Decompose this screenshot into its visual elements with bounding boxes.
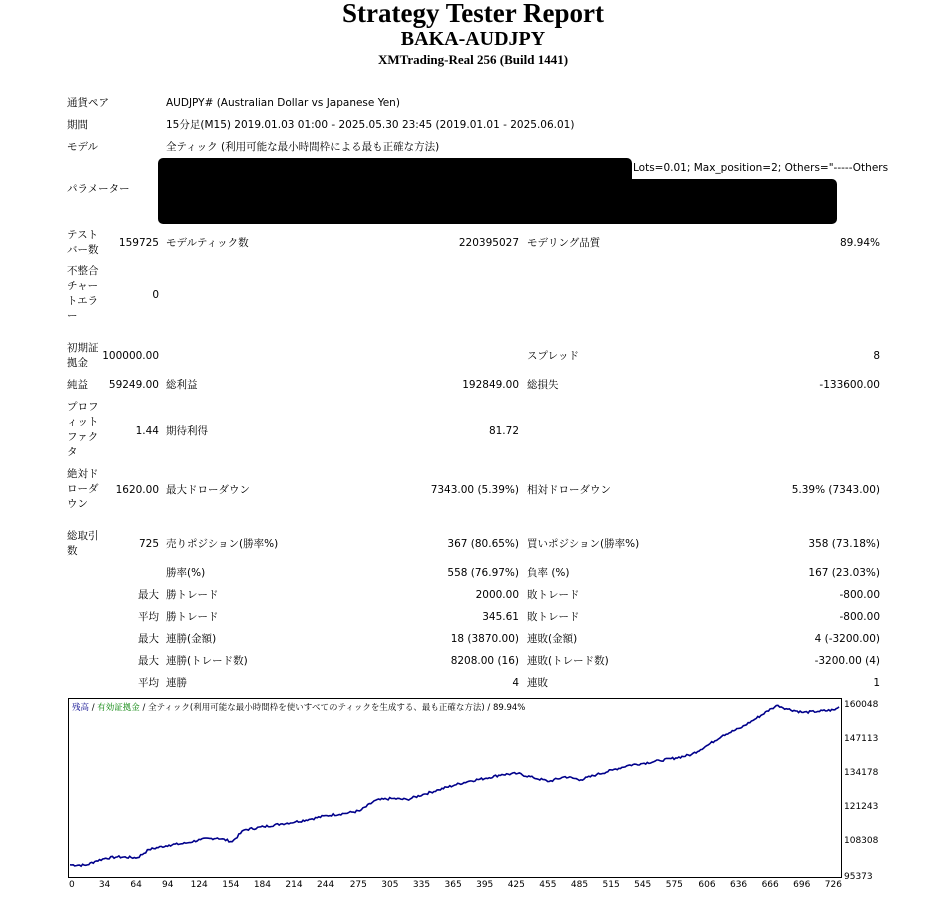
max-drawdown-label: 最大ドローダウン <box>166 484 250 496</box>
symbol-value: AUDJPY# (Australian Dollar vs Japanese Yen) <box>166 97 400 109</box>
legend-separator: / <box>139 703 149 713</box>
parameters-visible: Lots=0.01; Max_position=2; Others="-----Others <box>633 162 889 174</box>
x-tick-label: 726 <box>824 880 842 890</box>
avg-consec-losses-value: 1 <box>873 677 880 689</box>
ea-name: BAKA-AUDJPY <box>400 28 546 50</box>
abs-drawdown-value: 1620.00 <box>115 484 159 496</box>
loss-rate-label: 負率 (%) <box>527 567 570 579</box>
y-tick-label: 121243 <box>844 801 879 812</box>
short-positions-label: 売りポジション(勝率%) <box>166 538 279 550</box>
deposit-value: 100000.00 <box>102 350 159 362</box>
largest-win-value: 2000.00 <box>475 589 519 601</box>
short-positions-value: 367 (80.65%) <box>447 538 519 550</box>
x-tick-label: 606 <box>698 880 716 890</box>
avg-consec-losses-label: 連敗 <box>527 677 548 689</box>
long-positions-value: 358 (73.18%) <box>808 538 880 550</box>
x-tick-label: 214 <box>285 880 303 890</box>
avg-consec-label: 平均 <box>138 677 159 689</box>
max-consec-profit-value: 8208.00 (16) <box>450 655 519 667</box>
abs-drawdown-label: 絶対ドローダウン <box>67 468 99 510</box>
model-value: 全ティック (利用可能な最小時間枠による最も正確な方法) <box>166 141 440 153</box>
balance-chart <box>68 698 842 878</box>
x-tick-label: 184 <box>253 880 272 890</box>
profit-factor-label: プロフィットファクタ <box>67 401 99 458</box>
y-tick-label: 147113 <box>844 733 879 744</box>
y-tick-label: 160048 <box>844 699 879 710</box>
balance-line <box>70 705 839 866</box>
max-consec-label: 最大 <box>138 633 159 645</box>
x-tick-label: 395 <box>476 880 494 890</box>
x-tick-label: 425 <box>507 880 525 890</box>
max-consec-loss-value: -3200.00 (4) <box>814 655 880 667</box>
total-trades-value: 725 <box>138 538 159 550</box>
net-profit-label: 純益 <box>67 379 88 391</box>
gross-profit-label: 総利益 <box>166 379 198 391</box>
largest-loss-value: -800.00 <box>839 589 880 601</box>
max-drawdown-value: 7343.00 (5.39%) <box>430 484 519 496</box>
redaction-block <box>158 158 632 224</box>
bars-label: テストバー数 <box>67 229 99 256</box>
x-tick-label: 34 <box>98 880 111 890</box>
period-label: 期間 <box>67 119 88 131</box>
x-tick-label: 0 <box>69 880 75 890</box>
gross-loss-label: 総損失 <box>527 379 559 391</box>
max-consec-profit-label: 連勝(トレード数) <box>166 655 248 667</box>
avg-win-label: 勝トレード <box>166 611 219 623</box>
max-consec-losses-label: 連敗(金額) <box>527 633 578 645</box>
gross-profit-value: 192849.00 <box>462 379 519 391</box>
largest-label: 最大 <box>138 589 159 601</box>
deposit-label: 初期証拠金 <box>67 342 99 369</box>
total-trades-label: 総取引数 <box>67 530 99 557</box>
ticks-value: 220395027 <box>458 237 519 249</box>
avg-loss-value: -800.00 <box>839 611 880 623</box>
average-label: 平均 <box>138 611 159 623</box>
x-tick-label: 154 <box>222 880 240 890</box>
payoff-label: 期待利得 <box>166 425 208 437</box>
x-tick-label: 244 <box>317 880 335 890</box>
ticks-label: モデルティック数 <box>166 237 249 249</box>
x-tick-label: 275 <box>349 880 367 890</box>
legend-equity: 有効証拠金 <box>97 703 140 713</box>
chart-legend <box>72 701 525 713</box>
x-tick-label: 545 <box>634 880 652 890</box>
spread-label: スプレッド <box>527 350 579 362</box>
win-rate-label: 勝率(%) <box>166 567 206 579</box>
x-tick-label: 455 <box>539 880 557 890</box>
profit-factor-value: 1.44 <box>135 425 159 437</box>
x-tick-label: 64 <box>130 880 142 890</box>
y-tick-label: 95373 <box>844 872 873 882</box>
avg-consec-wins-label: 連勝 <box>166 677 187 689</box>
quality-label: モデリング品質 <box>527 237 601 249</box>
model-label: モデル <box>67 141 98 153</box>
avg-consec-wins-value: 4 <box>512 677 519 689</box>
x-tick-label: 515 <box>602 880 620 890</box>
avg-win-value: 345.61 <box>482 611 519 623</box>
x-tick-label: 666 <box>761 880 779 890</box>
payoff-value: 81.72 <box>488 425 519 437</box>
bars-value: 159725 <box>118 237 159 249</box>
x-tick-label: 485 <box>570 880 589 890</box>
x-tick-label: 94 <box>162 880 174 890</box>
quality-value: 89.94% <box>839 237 880 249</box>
symbol-label: 通貨ペア <box>67 97 109 109</box>
max-consec-losses-value: 4 (-3200.00) <box>814 633 880 645</box>
x-tick-label: 636 <box>729 880 748 890</box>
x-tick-label: 365 <box>444 880 462 890</box>
report-title: Strategy Tester Report <box>342 0 604 28</box>
redaction-block-2 <box>600 179 837 224</box>
mismatch-label: 不整合チャートエラー <box>67 265 99 322</box>
net-profit-value: 59249.00 <box>108 379 159 391</box>
mismatch-value: 0 <box>152 289 159 301</box>
x-tick-label: 335 <box>412 880 431 890</box>
avg-loss-label: 敗トレード <box>527 611 580 623</box>
gross-loss-value: -133600.00 <box>819 379 880 391</box>
parameters-label: パラメーター <box>67 183 130 195</box>
x-tick-label: 305 <box>381 880 399 890</box>
x-tick-label: 575 <box>665 880 683 890</box>
rel-drawdown-label: 相対ドローダウン <box>527 484 611 496</box>
loss-rate-value: 167 (23.03%) <box>808 567 880 579</box>
legend-model: 全ティック(利用可能な最小時間枠を使いすべてのティックを生成する、最も正確な方法) <box>148 703 485 713</box>
max-consec-count-label: 最大 <box>138 655 159 667</box>
y-tick-label: 134178 <box>844 767 879 778</box>
legend-balance: 残高 <box>72 703 90 713</box>
largest-win-label: 勝トレード <box>166 589 219 601</box>
x-tick-label: 696 <box>793 880 811 890</box>
rel-drawdown-value: 5.39% (7343.00) <box>791 484 880 496</box>
win-rate-value: 558 (76.97%) <box>447 567 519 579</box>
balance-chart-svg <box>69 699 841 877</box>
x-tick-label: 124 <box>190 880 208 890</box>
legend-quality: / 89.94% <box>484 703 526 713</box>
largest-loss-label: 敗トレード <box>527 589 580 601</box>
server-build: XMTrading-Real 256 (Build 1441) <box>377 52 569 67</box>
max-consec-wins-label: 連勝(金額) <box>166 633 217 645</box>
period-value: 15分足(M15) 2019.01.03 01:00 - 2025.05.30 23:45 (2019.01.01 - 2025.06.01) <box>166 119 575 131</box>
long-positions-label: 買いポジション(勝率%) <box>527 538 640 550</box>
max-consec-wins-value: 18 (3870.00) <box>450 633 519 645</box>
y-tick-label: 108308 <box>844 835 879 846</box>
legend-separator: / <box>89 703 98 713</box>
max-consec-loss-label: 連敗(トレード数) <box>527 655 609 667</box>
spread-value: 8 <box>873 350 880 362</box>
